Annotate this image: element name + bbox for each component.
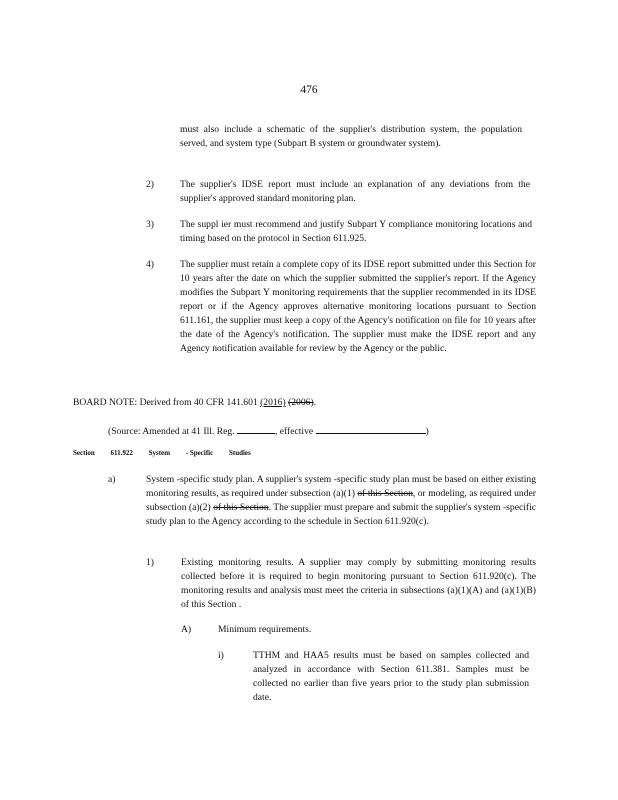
subsection-a-label: a): [108, 474, 116, 485]
subsection-a-part2: , or modeling, as required under subsection (a)(2): [146, 488, 536, 513]
board-note-new-year: (2016): [260, 397, 286, 408]
item-3-label: 3): [146, 219, 154, 230]
page-number: 476: [300, 84, 318, 96]
section-heading: [73, 449, 265, 457]
item-4-label: 4): [146, 259, 154, 270]
board-note-old-year: (2006): [288, 397, 314, 408]
item-3-text: The suppl ier must recommend and justify Subpart Y compliance monitoring locations and timing based on the protocol in Section 611.925.: [180, 219, 532, 244]
source-effective: , effective: [274, 426, 314, 437]
item-A-text: Minimum requirements.: [218, 624, 312, 635]
item-2-text: The supplier's IDSE report must include an explanation of any deviations from the supplier's approved standard monitoring plan.: [180, 179, 530, 204]
source-close: ): [425, 426, 429, 437]
section-title-1: System: [148, 449, 171, 457]
continuation-paragraph: must also include a schematic of the supplier's distribution system, the population served, and system type (Subpart B system or groundwater system).: [180, 124, 522, 149]
board-note-end: .: [313, 397, 317, 408]
source-effective-blank: [316, 423, 426, 434]
item-4-text: The supplier must retain a complete copy of its IDSE report submitted under this Section for 10 years after the date on which the supplier submitted the supplier's report. If the Agency modifies the Subpart Y monitoring requirements that the supplier recommended in its IDSE report or if the Agency approves alternative monitoring locations pursuant to Section 611.161, the supplier must keep a copy of the Agency's notification on file for 10 years after the date of the Agency's notification. The supplier must make the IDSE report and any Agency notification available for review by the Agency or the public.: [180, 259, 536, 354]
item-i-text: TTHM and HAA5 results must be based on samples collected and analyzed in accordance with Section 611.381. Samples must be collected no earlier than five years prior to the study plan submission date.: [253, 650, 529, 703]
source-prefix: (Source: Amended at 41 Ill. Reg.: [108, 426, 235, 437]
item-A-label: A): [181, 624, 192, 635]
subsection-a-strike1: of this Section: [357, 488, 413, 499]
source-register-blank: [237, 423, 275, 434]
source-note: [108, 423, 508, 439]
board-note-prefix: BOARD NOTE: Derived from 40 CFR 141.601: [73, 397, 258, 408]
item-1-label: 1): [146, 557, 154, 568]
subsection-a-strike2: of this Section: [213, 502, 269, 513]
section-title-2: - Specific: [185, 449, 214, 457]
section-number: 611.922: [110, 449, 133, 457]
subsection-a-text: [146, 473, 536, 529]
item-1-text: Existing monitoring results. A supplier may comply by submitting monitoring results collected before it is required to begin monitoring pursuant to Section 611.920(c). The monitoring results and analysis must meet the criteria in subsections (a)(1)(A) and (a)(1)(B) of this Section .: [181, 557, 536, 610]
section-word: Section: [73, 449, 95, 457]
item-2-label: 2): [146, 179, 154, 190]
item-i-label: i): [218, 650, 224, 661]
subsection-a-part1: System -specific study plan. A supplier's system -specific study plan must be based on either existing monitoring results, as required under subsection (a)(1): [146, 474, 536, 499]
subsection-a-part3: . The supplier must prepare and submit the supplier's system -specific study plan to the Agency according to the schedule in Section 611.920(c).: [146, 502, 536, 527]
section-title-3: Studies: [228, 449, 251, 457]
board-note: [73, 396, 473, 410]
